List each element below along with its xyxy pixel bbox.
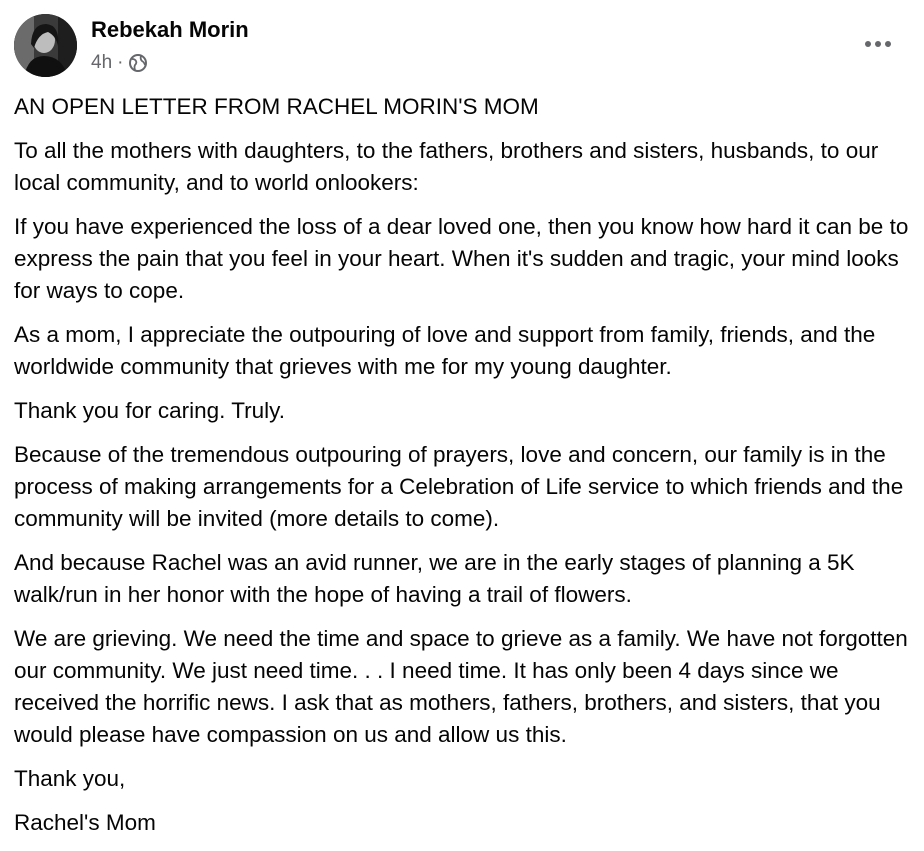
avatar[interactable] — [14, 14, 77, 77]
post-paragraph: To all the mothers with daughters, to the fathers, brothers and sisters, husbands, to our local community, and to world onlookers: — [14, 138, 879, 195]
more-options-icon — [864, 40, 892, 48]
post-paragraph: If you have experienced the loss of a dear loved one, then you know how hard it can be to express the pain that you feel in your heart. When it's sudden and tragic, your mind looks for ways to cope. — [14, 214, 909, 303]
post-paragraph: Thank you for caring. Truly. — [14, 398, 285, 423]
post-signature: Rachel's Mom — [14, 810, 156, 835]
post-paragraph: And because Rachel was an avid runner, we are in the early stages of planning a 5K walk/run in her honor with the hope of having a trail of flowers. — [14, 550, 855, 607]
post-body — [14, 91, 914, 851]
globe-icon — [128, 53, 148, 73]
post-paragraph: Because of the tremendous outpouring of prayers, love and concern, our family is in the process of making arrangements for a Celebration of Life service to which friends and the community will be invited (more details to come). — [14, 442, 904, 531]
post-paragraph: We are grieving. We need the time and space to grieve as a family. We have not forgotten our community. We just need time. . . I need time. It has only been 4 days since we received the horrific news. I ask that as mothers, fathers, brothers, and sisters, that you would please have compassion on us and allow us this. — [14, 626, 908, 747]
more-options-button[interactable] — [858, 26, 898, 62]
author-name[interactable]: Rebekah Morin — [91, 17, 249, 42]
post-meta — [91, 51, 148, 75]
meta-separator: · — [117, 52, 124, 73]
post-signoff: Thank you, — [14, 766, 126, 791]
post-title: AN OPEN LETTER FROM RACHEL MORIN'S MOM — [14, 94, 539, 119]
post-paragraph: As a mom, I appreciate the outpouring of love and support from family, friends, and the worldwide community that grieves with me for my young daughter. — [14, 322, 876, 379]
post-timestamp[interactable]: 4h — [91, 52, 113, 73]
